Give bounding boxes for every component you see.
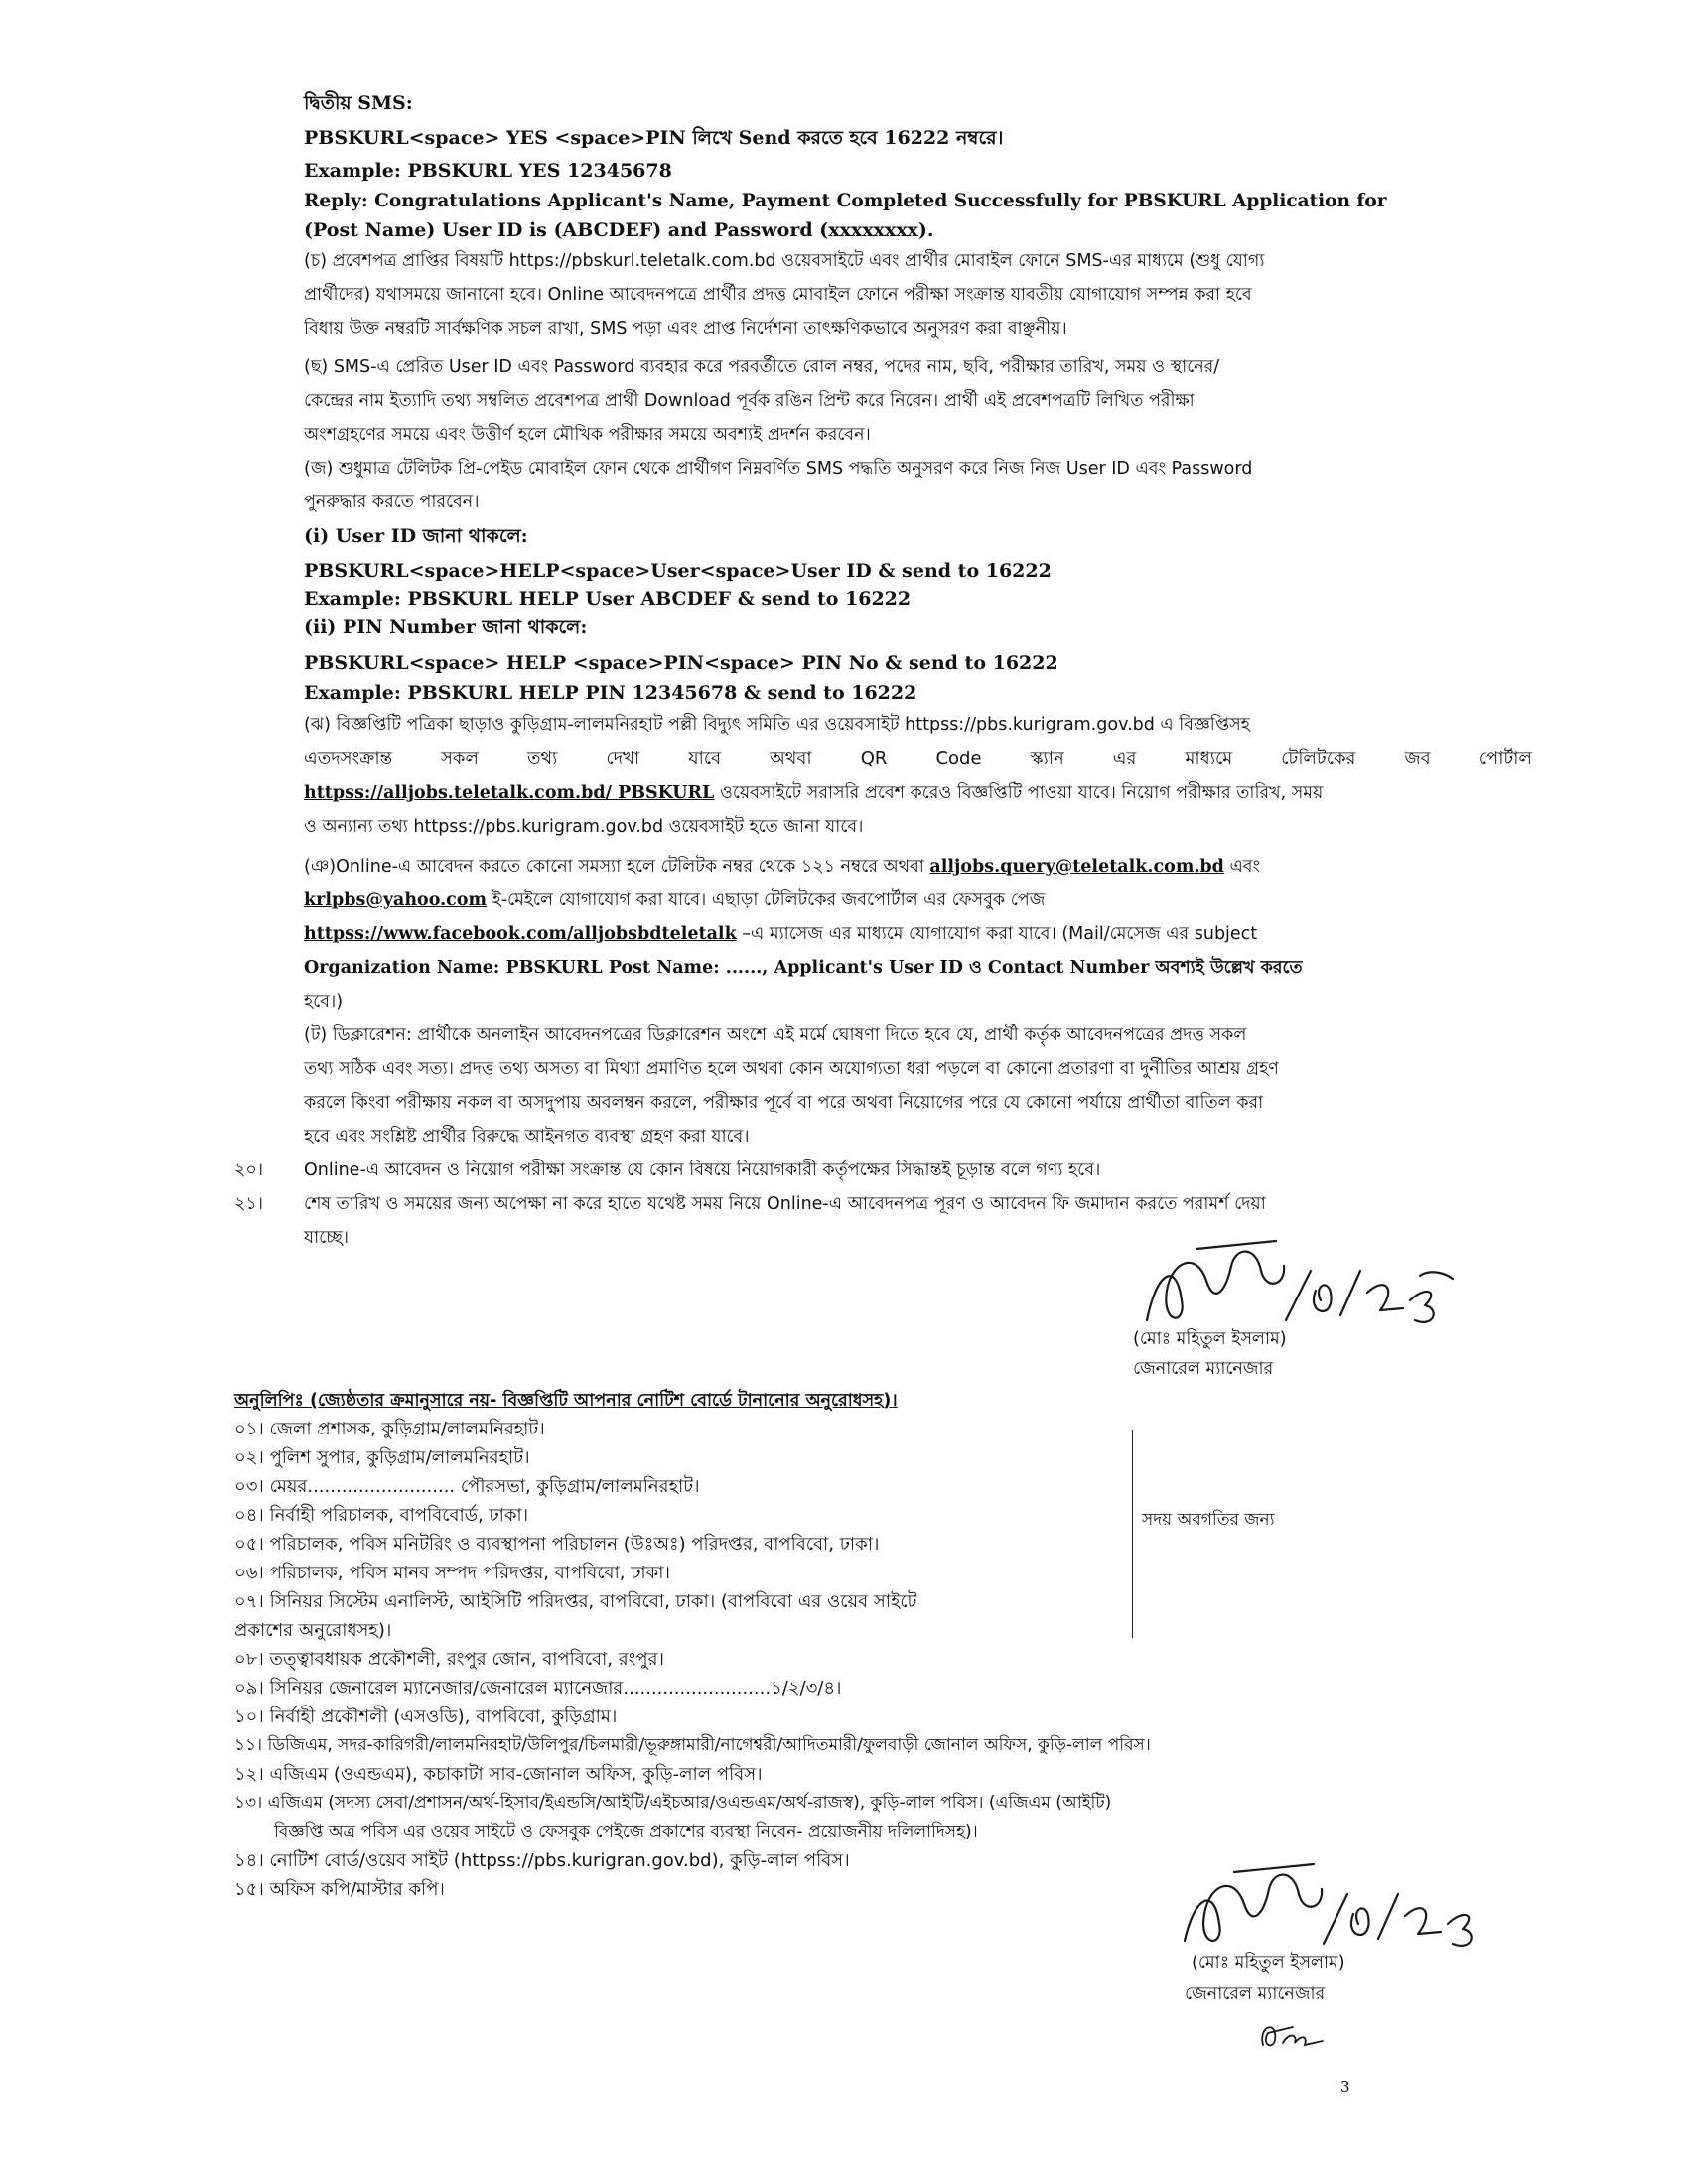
word: Code [935,749,982,769]
copy-item-08: ০৮। তত্ত্বাবধায়ক প্রকৌশলী, রংপুর জোন, বাপবিবো, রংপুর। [234,1649,664,1670]
sms2-heading: দ্বিতীয় SMS: [304,92,413,114]
item21-line1: শেষ তারিখ ও সময়ের জন্য অপেক্ষা না করে হাতে যথেষ্ট সময় নিয়ে Online-এ আবেদনপত্র পূরণ ও আবেদন ফি জমাদান করতে পরামর্শ দেয়া [304,1194,1266,1214]
sms2-reply-line1: Reply: Congratulations Applicant's Name, Payment Completed Successfully for PBSKURL Application for [304,191,1387,211]
para-j-line1: (জ) শুধুমাত্র টেলিটক প্রি-পেইড মোবাইল ফোন থেকে প্রার্থীগণ নিম্নবর্ণিত SMS পদ্ধতি অনুসরণ করে নিজ নিজ User ID এবং Password [304,459,1253,478]
para-nio-line1-end: এবং [1223,857,1261,877]
para-jh-line4: ও অন্যান্য তথ্য httpss://pbs.kurigram.gov.bd ওয়েবসাইট হতে জানা যাবে। [304,817,864,837]
initials-mark [1253,2015,1333,2055]
item20-number: ২০। [234,1160,264,1180]
copy-item-11: ১১। ডিজিএম, সদর-কারিগরী/লালমনিরহাট/উলিপুর/চিলমারী/ভূরুঙ্গামারী/নাগেশ্বরী/আদিতমারী/ফুলবাড়ী জোনাল অফিস, কুড়ি-লাল পবিস। [234,1735,1151,1755]
word: এতদসংক্রান্ত [304,749,392,769]
signature2-name: (মোঃ মহিতুল ইসলাম) [1192,1953,1345,1973]
recover-pin-example: Example: PBSKURL HELP PIN 12345678 & send to 16222 [304,682,917,704]
word: অথবা [770,749,812,769]
item20-text: Online-এ আবেদন ও নিয়োগ পরীক্ষা সংক্রান্ত যে কোন বিষয়ে নিয়োগকারী কর্তৃপক্ষের সিদ্ধান্তই চূড়ান্ত বলে গণ্য হবে। [304,1160,1101,1180]
sms2-example: Example: PBSKURL YES 12345678 [304,160,672,182]
sms2-format: PBSKURL<space> YES <space>PIN লিখে Send করতে হবে 16222 নম্বরে। [304,127,1004,149]
para-jh-line3 [304,781,1323,805]
word: মাধ্যমে [1185,749,1233,769]
copy-item-07-cont: প্রকাশের অনুরোধসহ)। [234,1620,392,1641]
copy-item-07: ০৭। সিনিয়র সিস্টেম এনালিস্ট, আইসিটি পরিদপ্তর, বাপবিবো, ঢাকা। (বাপবিবো এর ওয়েব সাইটে [234,1591,917,1612]
recover-user-heading: (i) User ID জানা থাকলে: [304,525,528,547]
para-t-line4: হবে এবং সংশ্লিষ্ট প্রার্থীর বিরুদ্ধে আইনগত ব্যবস্থা গ্রহণ করা যাবে। [304,1127,750,1147]
copies-heading: অনুলিপিঃ (জ্যেষ্ঠতার ক্রমানুসারে নয়- বিজ্ঞপ্তিটি আপনার নোটিশ বোর্ডে টানানোর অনুরোধসহ)। [234,1391,898,1411]
para-nio-line2 [304,888,1045,912]
word: টেলিটকের [1281,749,1356,769]
para-chh-line3: অংশগ্রহণের সময়ে এবং উত্তীর্ণ হলে মৌখিক পরীক্ষার সময়ে অবশ্যই প্রদর্শন করবেন। [304,425,871,445]
copy-item-09: ০৯। সিনিয়র জেনারেল ম্যানেজার/জেনারেল ম্যানেজার..........................১/২/৩/৪। [234,1678,842,1699]
signature1-title: জেনারেল ম্যানেজার [1133,1359,1274,1379]
word: দেখা [606,749,640,769]
copy-item-12: ১২। এজিএম (ওএন্ডএম), কচাকাটা সাব-জোনাল অফিস, কুড়ি-লাল পবিস। [234,1764,763,1785]
alljobs-pbskurl-link[interactable]: httpss://alljobs.teletalk.com.bd/ PBSKURL [304,783,715,803]
para-nio-line3 [304,922,1257,946]
para-t-line2: তথ্য সঠিক এবং সত্য। প্রদত্ত তথ্য অসত্য বা মিথ্যা প্রমাণিত হলে অথবা কোন অযোগ্যতা ধরা পড়লে বা কোনো প্রতারণা বা দুর্নীতির আশ্রয় গ্রহণ [304,1059,1279,1079]
para-j-line2: পুনরুদ্ধার করতে পারবেন। [304,492,480,512]
para-ch-line2: প্রার্থীদের) যথাসময়ে জানানো হবে। Online আবেদনপত্রে প্রার্থীর প্রদত্ত মোবাইল ফোনে পরীক্ষা সংক্রান্ত যাবতীয় যোগাযোগ সম্পন্ন করা হবে [304,285,1252,305]
word: জব [1404,749,1431,769]
recover-user-format: PBSKURL<space>HELP<space>User<space>User ID & send to 16222 [304,560,1052,582]
para-nio-line1 [304,855,1260,879]
alljobs-query-email-link[interactable]: alljobs.query@teletalk.com.bd [929,857,1224,877]
copy-item-05: ০৫। পরিচালক, পবিস মনিটরিং ও ব্যবস্থাপনা পরিচালন (উঃঅঃ) পরিদপ্তর, বাপবিবো, ঢাকা। [234,1534,880,1555]
recover-pin-format: PBSKURL<space> HELP <space>PIN<space> PIN No & send to 16222 [304,652,1058,674]
word: এর [1112,749,1137,769]
para-chh-line1: (ছ) SMS-এ প্রেরিত User ID এবং Password ব্যবহার করে পরবর্তীতে রোল নম্বর, পদের নাম, ছবি, পরীক্ষার তারিখ, সময় ও স্থানের/ [304,357,1220,377]
word: স্ক্যান [1030,749,1064,769]
handwritten-signature-2 [1177,1856,1494,1966]
word: তথ্য [526,749,558,769]
para-nio-line4: Organization Name: PBSKURL Post Name: ......, Applicant's User ID ও Contact Number অবশ্যই উল্লেখ করতে [304,958,1303,978]
copy-item-13-cont: বিজ্ঞপ্তি অত্র পবিস এর ওয়েব সাইটে ও ফেসবুক পেইজে প্রকাশের ব্যবস্থা নিবেন- প্রয়োজনীয় দলিলাদিসহ)। [274,1822,978,1842]
copy-item-04: ০৪। নির্বাহী পরিচালক, বাপবিবোর্ড, ঢাকা। [234,1505,529,1526]
para-nio-line1-text: (ঞ)Online-এ আবেদন করতে কোনো সমস্যা হলে টেলিটক নম্বর থেকে ১২১ নম্বরে অথবা [304,857,930,877]
recover-user-example: Example: PBSKURL HELP User ABCDEF & send to 16222 [304,588,912,610]
para-jh-line3-rest: ওয়েবসাইটে সরাসরি প্রবেশ করেও বিজ্ঞপ্তিটি পাওয়া যাবে। নিয়োগ পরীক্ষার তারিখ, সময় [714,783,1324,803]
item21-number: ২১। [234,1194,263,1214]
word: সকল [441,749,479,769]
signature2-title: জেনারেল ম্যানেজার [1185,1984,1326,2004]
para-nio-line3-rest: –এ ম্যাসেজ এর মাধ্যমে যোগাযোগ করা যাবে। (Mail/মেসেজ এর subject [736,924,1258,944]
para-nio-line5: হবে।) [304,992,344,1012]
para-jh-line2 [304,748,1532,771]
recover-pin-heading: (ii) PIN Number জানা থাকলে: [304,616,588,638]
para-chh-line2: কেন্দ্রের নাম ইত্যাদি তথ্য সম্বলিত প্রবেশপত্র প্রার্থী Download পূর্বক রঙিন প্রিন্ট করে নিবেন। প্রার্থী এই প্রবেশপত্রটি লিখিত পরীক্ষা [304,391,1195,411]
word: QR [860,749,888,769]
sms2-reply-line2: (Post Name) User ID is (ABCDEF) and Password (xxxxxxxx). [304,219,934,241]
para-jh-line1: (ঝ) বিজ্ঞপ্তিটি পত্রিকা ছাড়াও কুড়িগ্রাম-লালমনিরহাট পল্লী বিদ্যুৎ সমিতি এর ওয়েবসাইট httpss://pbs.kurigram.gov.bd এ বিজ্ঞপ্তিসহ [304,715,1250,735]
para-t-line3: করলে কিংবা পরীক্ষায় নকল বা অসদুপায় অবলম্বন করলে, পরীক্ষার পূর্বে বা পরে অথবা নিয়োগের পরে যে কোনো পর্যায়ে প্রার্থীতা বাতিল করা [304,1093,1264,1113]
page-number: 3 [1340,2078,1350,2096]
side-note-divider [1132,1430,1133,1638]
para-nio-line2-rest: ই-মেইলে যোগাযোগ করা যাবে। এছাড়া টেলিটকের জবপোর্টাল এর ফেসবুক পেজ [487,890,1046,910]
krlpbs-email-link[interactable]: krlpbs@yahoo.com [304,890,488,910]
copy-item-15: ১৫। অফিস কপি/মাস্টার কপি। [234,1879,445,1900]
copy-item-13: ১৩। এজিএম (সদস্য সেবা/প্রশাসন/অর্থ-হিসাব/ইএন্ডসি/আইটি/এইচআর/ওএন্ডএম/অর্থ-রাজস্ব), কুড়ি-লাল পবিস। (এজিএম (আইটি) [234,1793,1112,1813]
item21-line2: যাচ্ছে। [304,1228,350,1248]
word: পোর্টাল [1478,749,1532,769]
copies-side-note: সদয় অবগতির জন্য [1142,1510,1275,1530]
copy-item-14: ১৪। নোটিশ বোর্ড/ওয়েব সাইট (httpss://pbs.kurigran.gov.bd), কুড়ি-লাল পবিস। [234,1850,850,1871]
word: যাবে [688,749,722,769]
para-ch-line1: (চ) প্রবেশপত্র প্রাপ্তির বিষয়টি https://pbskurl.teletalk.com.bd ওয়েবসাইটে এবং প্রার্থীর মোবাইল ফোনে SMS-এর মাধ্যমে (শুধু যোগ্য [304,251,1265,271]
copy-item-03: ০৩। মেয়র.......................... পৌরসভা, কুড়িগ্রাম/লালমনিরহাট। [234,1476,700,1497]
copy-item-02: ০২। পুলিশ সুপার, কুড়িগ্রাম/লালমনিরহাট। [234,1447,530,1468]
para-t-line1: (ট) ডিক্লারেশন: প্রার্থীকে অনলাইন আবেদনপত্রের ডিক্লারেশন অংশে এই মর্মে ঘোষণা দিতে হবে যে, প্রার্থী কর্তৃক আবেদনপত্রের প্রদত্ত সকল [304,1025,1247,1045]
facebook-page-link[interactable]: httpss://www.facebook.com/alljobsbdteletalk [304,924,737,944]
signature1-name: (মোঃ মহিতুল ইসলাম) [1133,1329,1287,1349]
copy-item-01: ০১। জেলা প্রশাসক, কুড়িগ্রাম/লালমনিরহাট। [234,1419,545,1439]
para-ch-line3: বিধায় উক্ত নম্বরটি সার্বক্ষণিক সচল রাখা, SMS পড়া এবং প্রাপ্ত নির্দেশনা তাৎক্ষণিকভাবে অনুসরণ করা বাঞ্ছনীয়। [304,319,1067,339]
copy-item-10: ১০। নির্বাহী প্রকৌশলী (এসওডি), বাপবিবো, কুড়িগ্রাম। [234,1706,618,1727]
copy-item-06: ০৬। পরিচালক, পবিস মানব সম্পদ পরিদপ্তর, বাপবিবো, ঢাকা। [234,1563,670,1583]
